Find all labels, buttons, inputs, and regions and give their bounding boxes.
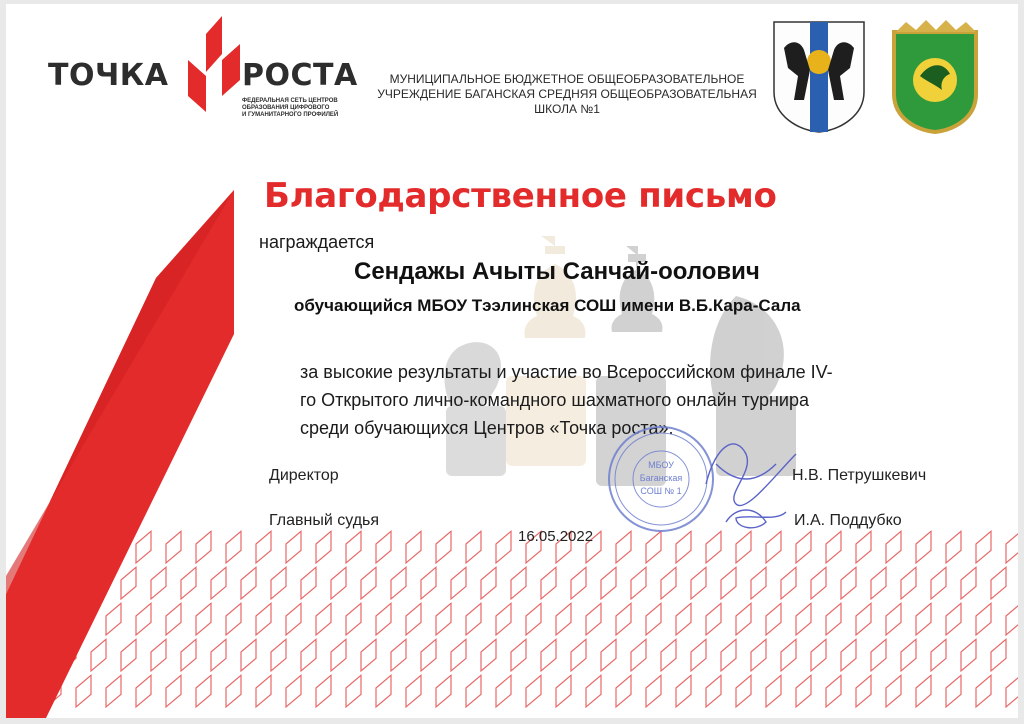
stamp-line-1: МБОУ: [648, 460, 674, 470]
issue-date: 16.05.2022: [518, 528, 594, 545]
director-name: Н.В. Петрушкевич: [792, 467, 927, 484]
judge-title: Главный судья: [269, 512, 380, 529]
logo-right-word: РОСТА: [242, 58, 358, 93]
stamp-line-3: СОШ № 1: [640, 486, 682, 496]
recipient-details: обучающийся МБОУ Тээлинская СОШ имени В.Б.Кара-Сала: [294, 296, 801, 315]
stamp-line-2: Баганская: [639, 473, 683, 483]
certificate-title: Благодарственное письмо: [264, 176, 777, 216]
judge-name: И.А. Поддубко: [794, 512, 902, 529]
certificate-sheet: [6, 4, 1018, 718]
bagan-district-coat-of-arms-icon: [890, 18, 980, 136]
reason-line-3: среди обучающихся Центров «Точка роста».: [300, 418, 674, 438]
logo-left-word: ТОЧКА: [48, 58, 169, 93]
reason-line-2: го Открытого лично-командного шахматного онлайн турнира: [300, 390, 809, 410]
director-title: Директор: [269, 467, 339, 484]
novosibirsk-coat-of-arms-icon: [770, 18, 868, 134]
signature-scribbles: [686, 424, 806, 544]
tochka-rosta-logo-icon: [184, 14, 244, 114]
logo-tagline: ФЕДЕРАЛЬНАЯ СЕТЬ ЦЕНТРОВ ОБРАЗОВАНИЯ ЦИФРОВОГО И ГУМАНИТАРНОГО ПРОФИЛЕЙ: [242, 98, 339, 118]
reason-line-1: за высокие результаты и участие во Всероссийском финале IV-: [300, 362, 833, 382]
school-name: МУНИЦИПАЛЬНОЕ БЮДЖЕТНОЕ ОБЩЕОБРАЗОВАТЕЛЬНОЕ УЧРЕЖДЕНИЕ БАГАНСКАЯ СРЕДНЯЯ ОБЩЕОБРАЗОВАТЕЛЬНАЯ ШКОЛА №1: [377, 72, 757, 116]
recipient-name: Сендажы Ачыты Санчай-оолович: [354, 258, 760, 285]
awarded-label: награждается: [259, 232, 375, 252]
